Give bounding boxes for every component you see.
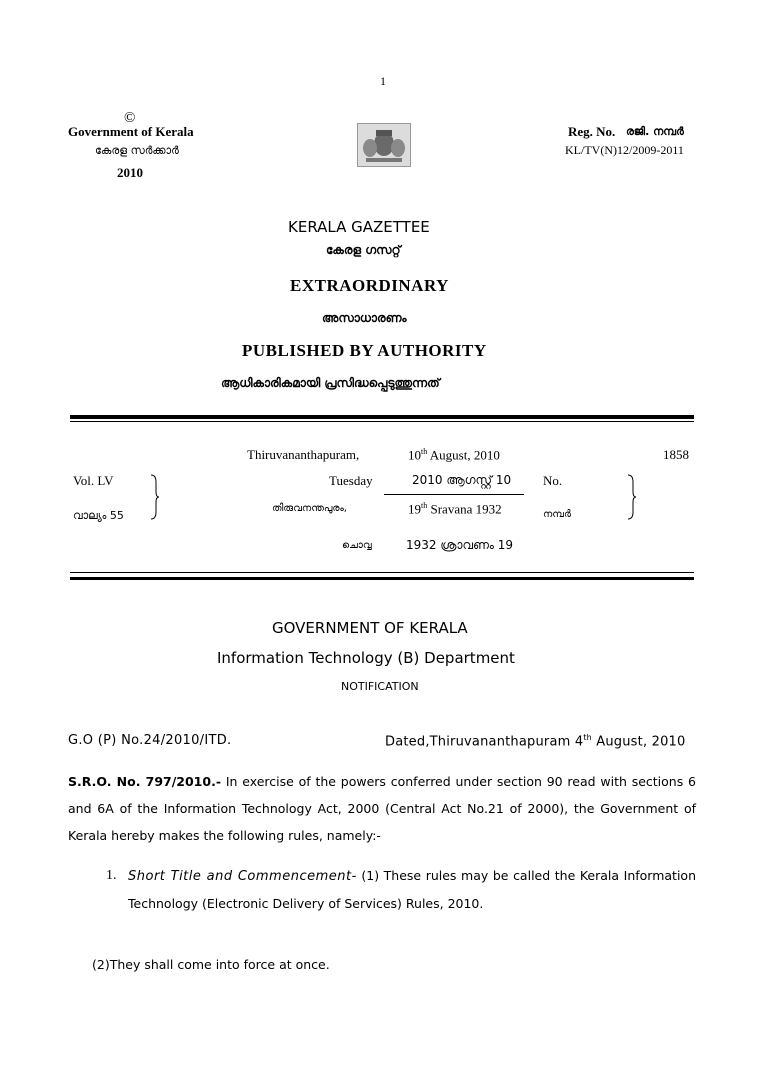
year: 2010 — [117, 165, 143, 180]
item1-number: 1. — [106, 868, 117, 883]
rule-top-thin — [70, 421, 694, 422]
published-ml: ആധികാരികമായി പ്രസിദ്ധപ്പെടുത്തുന്നത് — [221, 376, 440, 390]
reg-no-label: Reg. No. — [568, 124, 616, 139]
gazette-title: KERALA GAZETTEE — [288, 218, 430, 236]
date-divider — [384, 494, 524, 495]
rule-top-thick — [70, 415, 694, 419]
date-ml: 2010 ആഗസ്റ്റ് 10 — [412, 473, 512, 487]
item1-paragraph — [128, 862, 696, 917]
no-label: No. — [543, 473, 563, 488]
volume: Vol. LV — [73, 473, 114, 488]
item2-paragraph: (2)They shall come into force at once. — [92, 957, 330, 972]
volume-ml: വാല്യം 55 — [73, 509, 124, 522]
day-ml: ചൊവ്വ — [342, 540, 372, 551]
go-number: G.O (P) No.24/2010/ITD. — [68, 733, 232, 748]
emblem-icon — [358, 124, 410, 166]
no-ml: നമ്പർ — [543, 509, 571, 520]
sro-label: S.R.O. No. 797/2010.- — [68, 774, 222, 789]
rule-bottom-thick — [70, 577, 694, 580]
copyright-symbol: © — [124, 110, 136, 126]
reg-no-ml: രജി. നമ്പർ — [626, 125, 684, 138]
page-number: 1 — [380, 74, 386, 88]
state-emblem — [357, 123, 411, 167]
issue-date-sup: th — [421, 447, 428, 456]
issue-date-prefix: 10 — [408, 447, 421, 463]
dated-prefix: Dated,Thiruvananthapuram 4 — [385, 734, 584, 750]
gov-heading: GOVERNMENT OF KERALA — [272, 619, 468, 637]
gazette-title-ml: കേരള ഗസറ്റ് — [326, 243, 401, 257]
issue-date — [408, 447, 500, 463]
issue-number: 1858 — [663, 447, 689, 462]
saka-date-prefix: 19 — [408, 501, 421, 517]
published-title: PUBLISHED BY AUTHORITY — [242, 341, 487, 360]
extraordinary-title: EXTRAORDINARY — [290, 276, 449, 295]
rule-bottom-thin — [70, 572, 694, 573]
saka-date — [408, 501, 502, 517]
dated — [385, 733, 686, 749]
place-ml: തിരുവനന്തപുരം, — [272, 503, 347, 514]
department-heading: Information Technology (B) Department — [217, 649, 515, 667]
left-brace-icon — [150, 474, 160, 520]
place: Thiruvananthapuram, — [247, 447, 360, 462]
saka-ml: 1932 ശ്രാവണം 19 — [406, 538, 514, 552]
dated-suffix: August, 2010 — [591, 734, 686, 750]
item1-text: (1) These rules may be called the Kerala Information Technology (Electronic Delivery of Services) Rules, 2010. — [128, 868, 696, 911]
government-of-kerala: Government of Kerala — [68, 124, 194, 139]
sro-text: In exercise of the powers conferred under section 90 read with sections 6 and 6A of the Information Technology Act, 2000 (Central Act No.21 of 2000), the Government of Kerala hereby makes the following rules, namely:- — [68, 774, 696, 843]
government-ml: കേരള സർക്കാർ — [95, 144, 179, 157]
saka-date-sup: th — [421, 501, 428, 510]
extraordinary-ml: അസാധാരണം — [322, 311, 407, 325]
sro-paragraph — [68, 768, 696, 849]
day: Tuesday — [329, 473, 373, 488]
item1-title: Short Title and Commencement- — [128, 869, 357, 884]
dated-sup: th — [583, 733, 592, 742]
issue-date-suffix: August, 2010 — [427, 447, 500, 463]
saka-date-suffix: Sravana 1932 — [427, 501, 502, 517]
notification-heading: NOTIFICATION — [341, 680, 419, 693]
reg-code: KL/TV(N)12/2009-2011 — [565, 143, 684, 157]
right-brace-icon — [627, 474, 637, 520]
